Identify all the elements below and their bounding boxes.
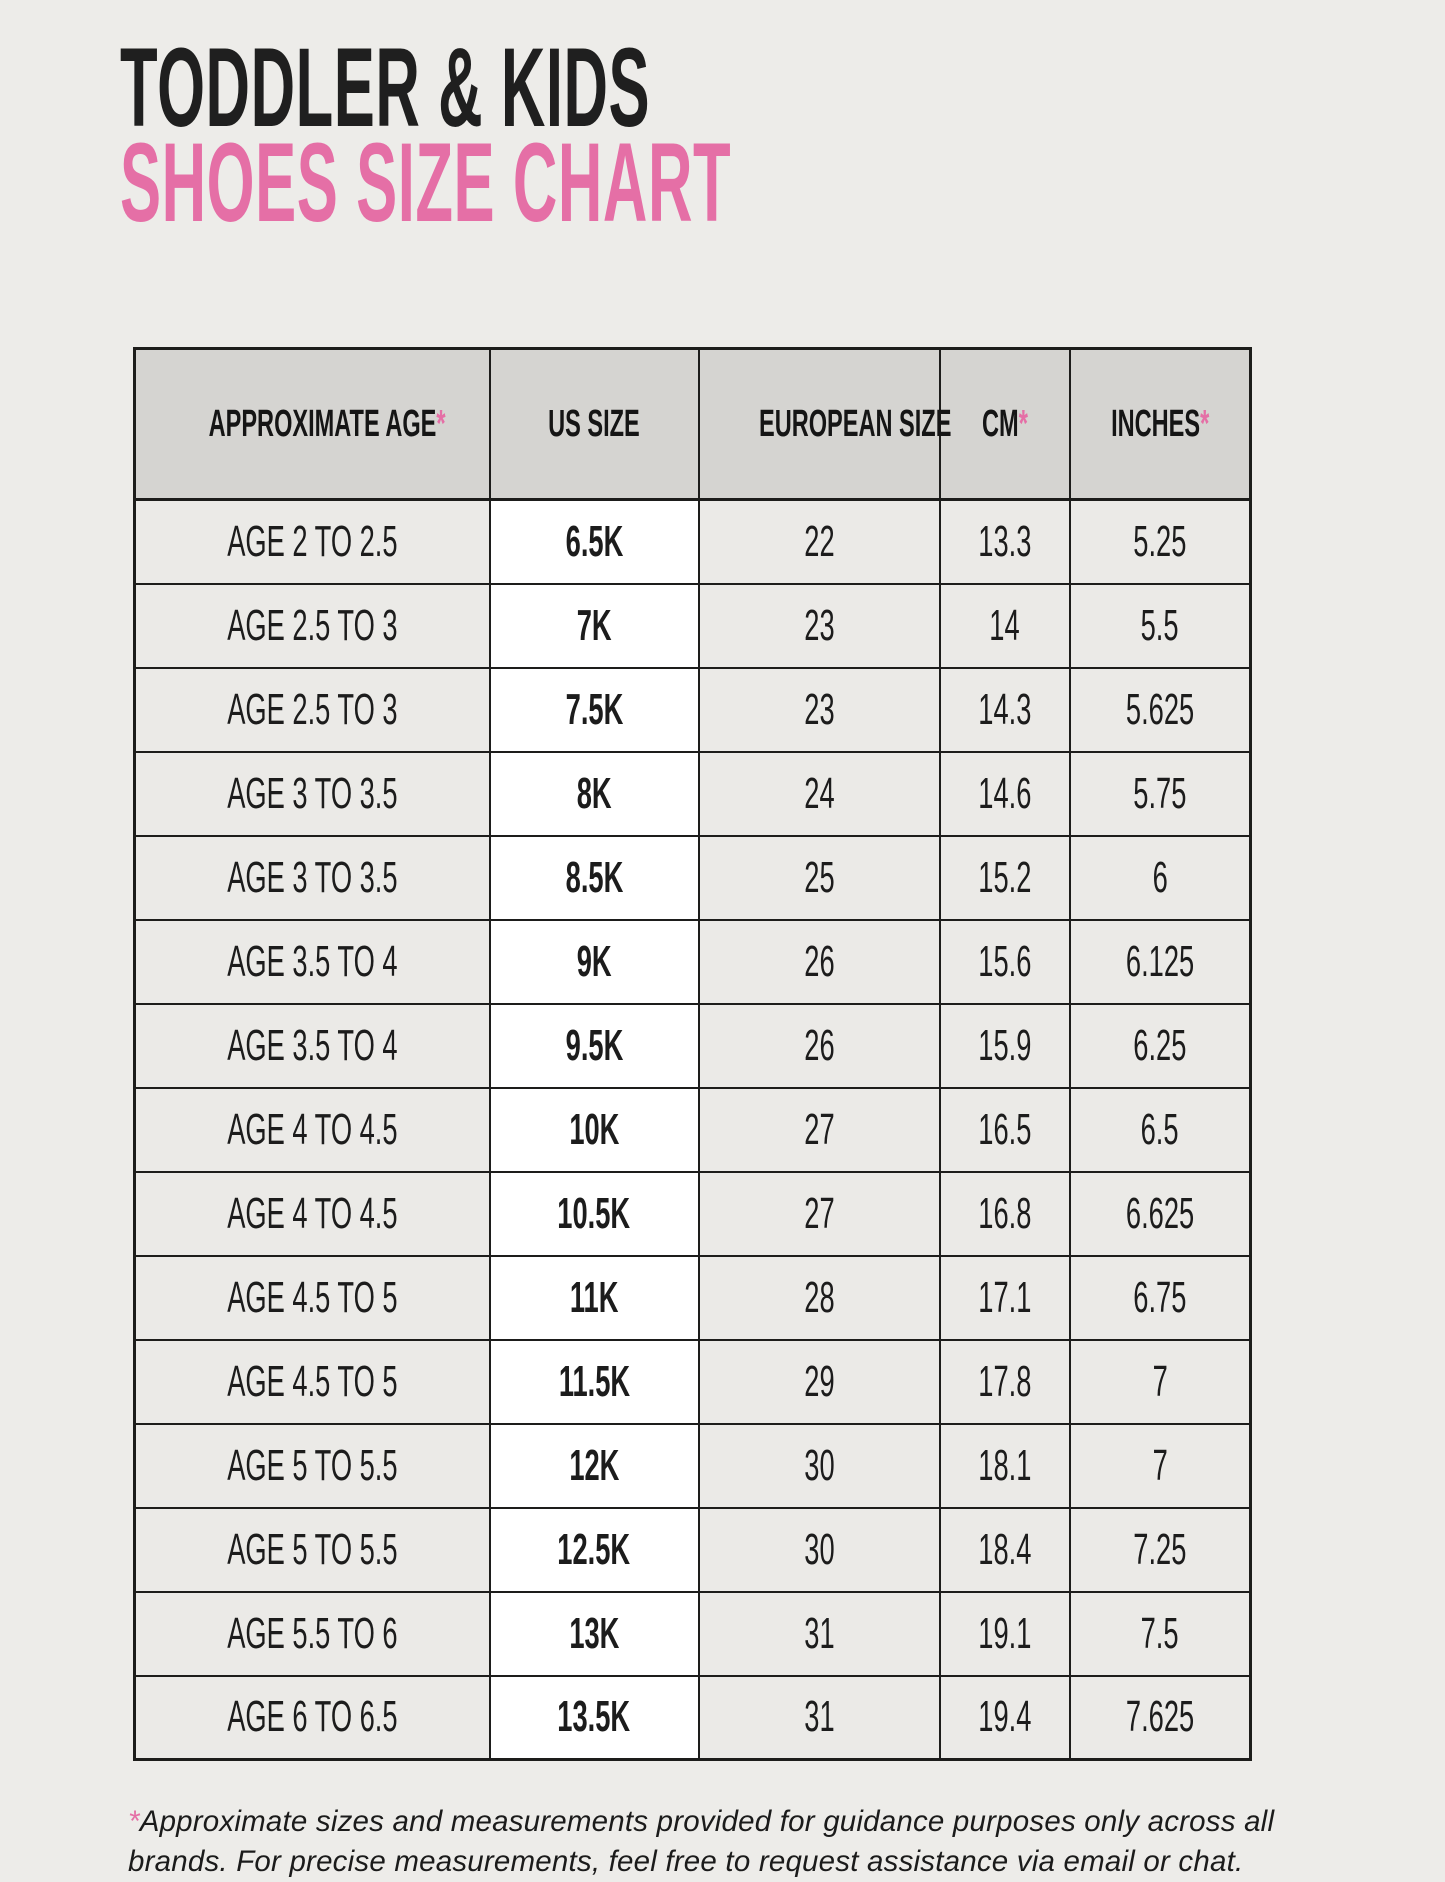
us-size-cell (490, 500, 699, 584)
european-size-cell (699, 1004, 940, 1088)
inches-cell (1070, 920, 1251, 1004)
age-cell-value: AGE 2 TO 2.5 (227, 517, 397, 567)
us-size-cell-value: 10.5K (558, 1189, 631, 1239)
inches-cell (1070, 1592, 1251, 1676)
age-cell (135, 1508, 490, 1592)
inches-cell-value: 6.75 (1133, 1273, 1186, 1323)
age-cell (135, 1424, 490, 1508)
cm-cell-value: 17.8 (978, 1357, 1031, 1407)
age-cell-value: AGE 3.5 TO 4 (227, 1021, 397, 1071)
us-size-cell-value: 10K (569, 1105, 619, 1155)
page-title-line2 (120, 135, 1231, 230)
us-size-cell (490, 920, 699, 1004)
age-cell (135, 920, 490, 1004)
european-size-cell (699, 836, 940, 920)
age-cell-value: AGE 6 TO 6.5 (227, 1692, 397, 1742)
us-size-cell (490, 1340, 699, 1424)
cm-cell (940, 1424, 1070, 1508)
cm-cell-value: 15.6 (978, 937, 1031, 987)
us-size-cell (490, 1676, 699, 1760)
age-cell-value: AGE 4.5 TO 5 (227, 1357, 397, 1407)
footnote (128, 1802, 1328, 1882)
us-size-cell-value: 13K (569, 1609, 619, 1659)
table-row (135, 1004, 1251, 1088)
inches-cell (1070, 1424, 1251, 1508)
size-table-body (135, 500, 1251, 1760)
cm-cell (940, 1004, 1070, 1088)
european-size-cell (699, 584, 940, 668)
european-size-cell-value: 23 (804, 601, 834, 651)
european-size-cell (699, 500, 940, 584)
us-size-cell-value: 9.5K (565, 1021, 623, 1071)
age-cell (135, 1592, 490, 1676)
cm-cell-value: 19.4 (978, 1692, 1031, 1742)
cm-cell (940, 752, 1070, 836)
age-cell-value: AGE 5.5 TO 6 (227, 1609, 397, 1659)
table-row (135, 1172, 1251, 1256)
column-header-us-size (490, 349, 699, 500)
cm-cell (940, 500, 1070, 584)
cm-cell-value: 18.4 (978, 1525, 1031, 1575)
table-row (135, 584, 1251, 668)
us-size-cell-value: 8.5K (565, 853, 623, 903)
size-chart-table (133, 347, 1252, 1761)
table-row (135, 1340, 1251, 1424)
age-cell-value: AGE 5 TO 5.5 (227, 1525, 397, 1575)
european-size-cell (699, 1676, 940, 1760)
inches-cell (1070, 752, 1251, 836)
age-cell-value: AGE 2.5 TO 3 (227, 685, 397, 735)
inches-cell (1070, 1088, 1251, 1172)
inches-cell (1070, 500, 1251, 584)
age-cell (135, 1172, 490, 1256)
us-size-cell-value: 6.5K (565, 517, 623, 567)
cm-cell-value: 16.5 (978, 1105, 1031, 1155)
european-size-cell-value: 29 (804, 1357, 834, 1407)
us-size-cell (490, 836, 699, 920)
inches-cell (1070, 1508, 1251, 1592)
inches-cell-value: 5.5 (1141, 601, 1179, 651)
european-size-cell-value: 28 (804, 1273, 834, 1323)
column-header-label: APPROXIMATE AGE* (209, 403, 446, 446)
inches-cell-value: 5.625 (1126, 685, 1194, 735)
us-size-cell-value: 9K (577, 937, 612, 987)
inches-cell (1070, 668, 1251, 752)
us-size-cell-value: 11.5K (558, 1357, 629, 1407)
us-size-cell-value: 8K (577, 769, 612, 819)
column-header-label: US SIZE (548, 403, 640, 446)
table-row (135, 1592, 1251, 1676)
cm-cell (940, 1088, 1070, 1172)
age-cell-value: AGE 3.5 TO 4 (227, 937, 397, 987)
european-size-cell (699, 752, 940, 836)
us-size-cell (490, 1004, 699, 1088)
cm-cell-value: 14 (989, 601, 1019, 651)
cm-cell-value: 17.1 (978, 1273, 1031, 1323)
european-size-cell-value: 27 (804, 1189, 834, 1239)
inches-cell-value: 7 (1152, 1441, 1167, 1491)
age-cell (135, 752, 490, 836)
european-size-cell-value: 31 (804, 1692, 834, 1742)
inches-cell-value: 6.5 (1141, 1105, 1179, 1155)
us-size-cell-value: 7K (577, 601, 612, 651)
footnote-asterisk: * (128, 1805, 140, 1838)
table-row (135, 500, 1251, 584)
inches-cell-value: 5.25 (1133, 517, 1186, 567)
us-size-cell (490, 1508, 699, 1592)
header-row (135, 349, 1251, 500)
european-size-cell-value: 27 (804, 1105, 834, 1155)
cm-cell (940, 920, 1070, 1004)
us-size-cell (490, 1088, 699, 1172)
us-size-cell-value: 7.5K (565, 685, 623, 735)
european-size-cell (699, 1340, 940, 1424)
table-row (135, 1676, 1251, 1760)
european-size-cell-value: 26 (804, 1021, 834, 1071)
us-size-cell (490, 752, 699, 836)
cm-cell (940, 1676, 1070, 1760)
european-size-cell (699, 920, 940, 1004)
age-cell-value: AGE 3 TO 3.5 (227, 853, 397, 903)
inches-cell (1070, 584, 1251, 668)
age-cell-value: AGE 4 TO 4.5 (227, 1189, 397, 1239)
age-cell (135, 1004, 490, 1088)
inches-cell (1070, 1172, 1251, 1256)
table-row (135, 752, 1251, 836)
page-title-line1-text: TODDLER & KIDS (120, 40, 650, 135)
cm-cell (940, 1340, 1070, 1424)
age-cell (135, 500, 490, 584)
cm-cell (940, 1172, 1070, 1256)
age-cell (135, 1340, 490, 1424)
us-size-cell-value: 12K (569, 1441, 619, 1491)
us-size-cell-value: 13.5K (558, 1692, 631, 1742)
cm-cell-value: 15.2 (978, 853, 1031, 903)
inches-cell-value: 5.75 (1133, 769, 1186, 819)
age-cell (135, 1676, 490, 1760)
age-cell (135, 836, 490, 920)
footnote-text: Approximate sizes and measurements provided for guidance purposes only across all brands. For precise measurements, feel free to request assistance via email or chat. (128, 1805, 1274, 1878)
age-cell (135, 1088, 490, 1172)
inches-cell (1070, 1004, 1251, 1088)
us-size-cell (490, 1592, 699, 1676)
table-row (135, 920, 1251, 1004)
cm-cell-value: 19.1 (978, 1609, 1031, 1659)
table-row (135, 1424, 1251, 1508)
cm-cell-value: 18.1 (978, 1441, 1031, 1491)
header-asterisk: * (1018, 403, 1027, 445)
inches-cell-value: 7.25 (1133, 1525, 1186, 1575)
european-size-cell (699, 1424, 940, 1508)
age-cell-value: AGE 5 TO 5.5 (227, 1441, 397, 1491)
cm-cell (940, 1508, 1070, 1592)
european-size-cell (699, 1508, 940, 1592)
us-size-cell (490, 1172, 699, 1256)
us-size-cell-value: 11K (570, 1273, 619, 1323)
inches-cell (1070, 1340, 1251, 1424)
european-size-cell (699, 1088, 940, 1172)
european-size-cell (699, 1172, 940, 1256)
european-size-cell-value: 22 (804, 517, 834, 567)
european-size-cell-value: 24 (804, 769, 834, 819)
cm-cell-value: 15.9 (978, 1021, 1031, 1071)
inches-cell-value: 6 (1152, 853, 1167, 903)
header-asterisk: * (436, 403, 445, 445)
table-row (135, 1256, 1251, 1340)
cm-cell (940, 1256, 1070, 1340)
column-header-european-size (699, 349, 940, 500)
us-size-cell (490, 1424, 699, 1508)
inches-cell-value: 7 (1152, 1357, 1167, 1407)
age-cell-value: AGE 3 TO 3.5 (227, 769, 397, 819)
table-row (135, 836, 1251, 920)
inches-cell-value: 6.25 (1133, 1021, 1186, 1071)
european-size-cell (699, 1256, 940, 1340)
inches-cell-value: 6.125 (1126, 937, 1194, 987)
european-size-cell-value: 30 (804, 1441, 834, 1491)
european-size-cell-value: 25 (804, 853, 834, 903)
page-header (120, 40, 1231, 230)
us-size-cell-value: 12.5K (558, 1525, 631, 1575)
inches-cell-value: 7.625 (1126, 1692, 1194, 1742)
age-cell-value: AGE 4.5 TO 5 (227, 1273, 397, 1323)
us-size-cell (490, 584, 699, 668)
european-size-cell-value: 23 (804, 685, 834, 735)
age-cell (135, 1256, 490, 1340)
cm-cell-value: 14.3 (978, 685, 1031, 735)
cm-cell (940, 836, 1070, 920)
table-row (135, 1508, 1251, 1592)
age-cell-value: AGE 2.5 TO 3 (227, 601, 397, 651)
cm-cell-value: 16.8 (978, 1189, 1031, 1239)
column-header-cm (940, 349, 1070, 500)
european-size-cell (699, 668, 940, 752)
age-cell (135, 668, 490, 752)
cm-cell-value: 14.6 (978, 769, 1031, 819)
table-row (135, 1088, 1251, 1172)
column-header-label: EUROPEAN SIZE (758, 403, 950, 446)
cm-cell (940, 668, 1070, 752)
us-size-cell (490, 1256, 699, 1340)
european-size-cell-value: 31 (804, 1609, 834, 1659)
inches-cell-value: 7.5 (1141, 1609, 1179, 1659)
european-size-cell-value: 30 (804, 1525, 834, 1575)
page-title-line2-text: SHOES SIZE CHART (120, 135, 731, 230)
cm-cell-value: 13.3 (978, 517, 1031, 567)
column-header-label: INCHES* (1111, 403, 1209, 446)
age-cell (135, 584, 490, 668)
cm-cell (940, 584, 1070, 668)
cm-cell (940, 1592, 1070, 1676)
european-size-cell-value: 26 (804, 937, 834, 987)
european-size-cell (699, 1592, 940, 1676)
inches-cell (1070, 836, 1251, 920)
age-cell-value: AGE 4 TO 4.5 (227, 1105, 397, 1155)
column-header-inches (1070, 349, 1251, 500)
table-row (135, 668, 1251, 752)
inches-cell (1070, 1256, 1251, 1340)
column-header-label: CM* (982, 403, 1028, 446)
column-header-approximate-age (135, 349, 490, 500)
us-size-cell (490, 668, 699, 752)
inches-cell-value: 6.625 (1126, 1189, 1194, 1239)
header-asterisk: * (1200, 403, 1209, 445)
size-chart-table-head (135, 349, 1251, 500)
inches-cell (1070, 1676, 1251, 1760)
